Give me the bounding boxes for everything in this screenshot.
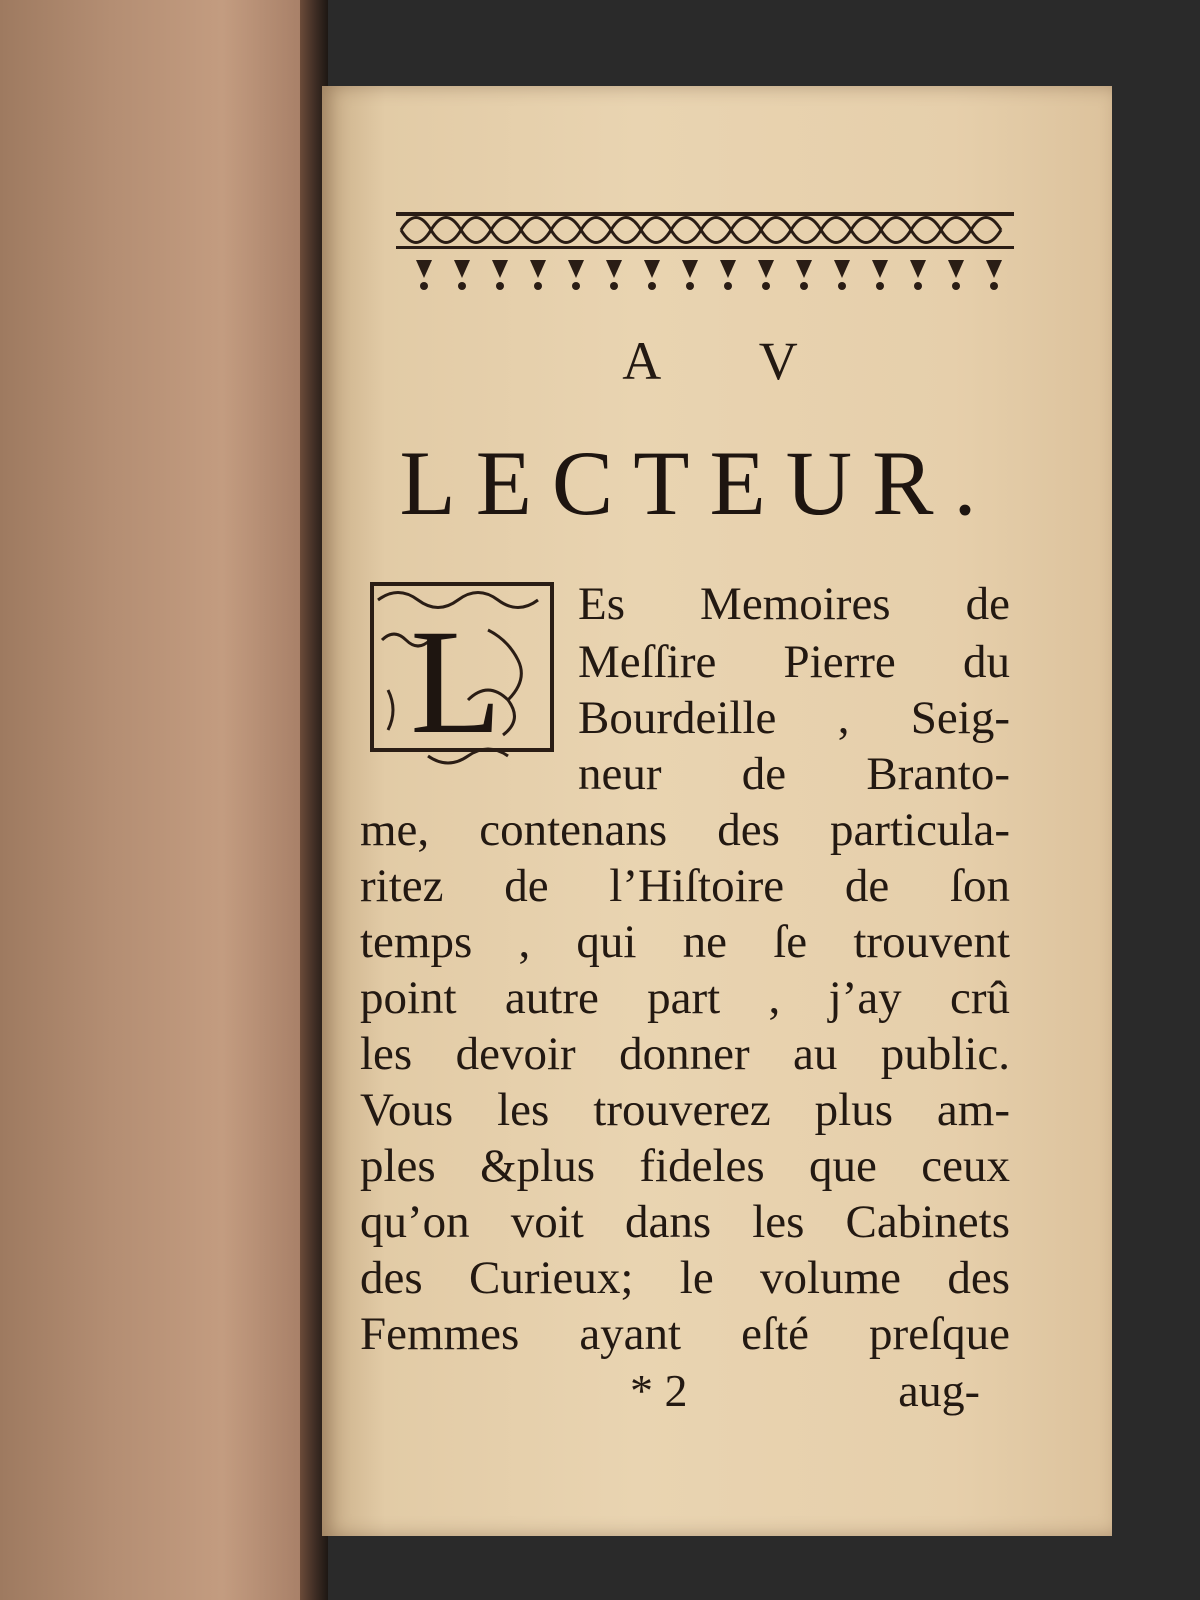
text-line: neur de Branto- (578, 748, 1010, 800)
text-line: Bourdeille , Seig- (578, 692, 1010, 744)
initial-letter: L (410, 599, 502, 765)
decorated-initial (368, 580, 556, 774)
text-line: Meſſire Pierre du (578, 636, 1010, 688)
heading-line-1: A V (622, 331, 842, 391)
text-line: les devoir donner au public. (360, 1028, 1010, 1080)
signature-mark: * 2 (630, 1365, 688, 1416)
catchword: aug- (898, 1365, 980, 1416)
text-line: Es Memoires de (578, 578, 1010, 630)
text-line: ples &plus fideles que ceux (360, 1140, 1010, 1192)
text-line: Vous les trouverez plus am- (360, 1084, 1010, 1136)
text-line: des Curieux; le volume des (360, 1252, 1010, 1304)
text-line: Femmes ayant eſté preſque (360, 1308, 1010, 1360)
heading-line-2: LECTEUR. (399, 432, 997, 534)
text-line: temps , qui ne ſe trouvent (360, 916, 1010, 968)
text-line: ritez de l’Hiſtoire de ſon (360, 860, 1010, 912)
text-line: qu’on voit dans les Cabinets (360, 1196, 1010, 1248)
text-line: me, contenans des particula- (360, 804, 1010, 856)
left-page (0, 0, 318, 1600)
ornamental-headpiece (396, 200, 1014, 296)
page-footer (360, 1364, 1010, 1424)
text-line: point autre part , j’ay crû (360, 972, 1010, 1024)
